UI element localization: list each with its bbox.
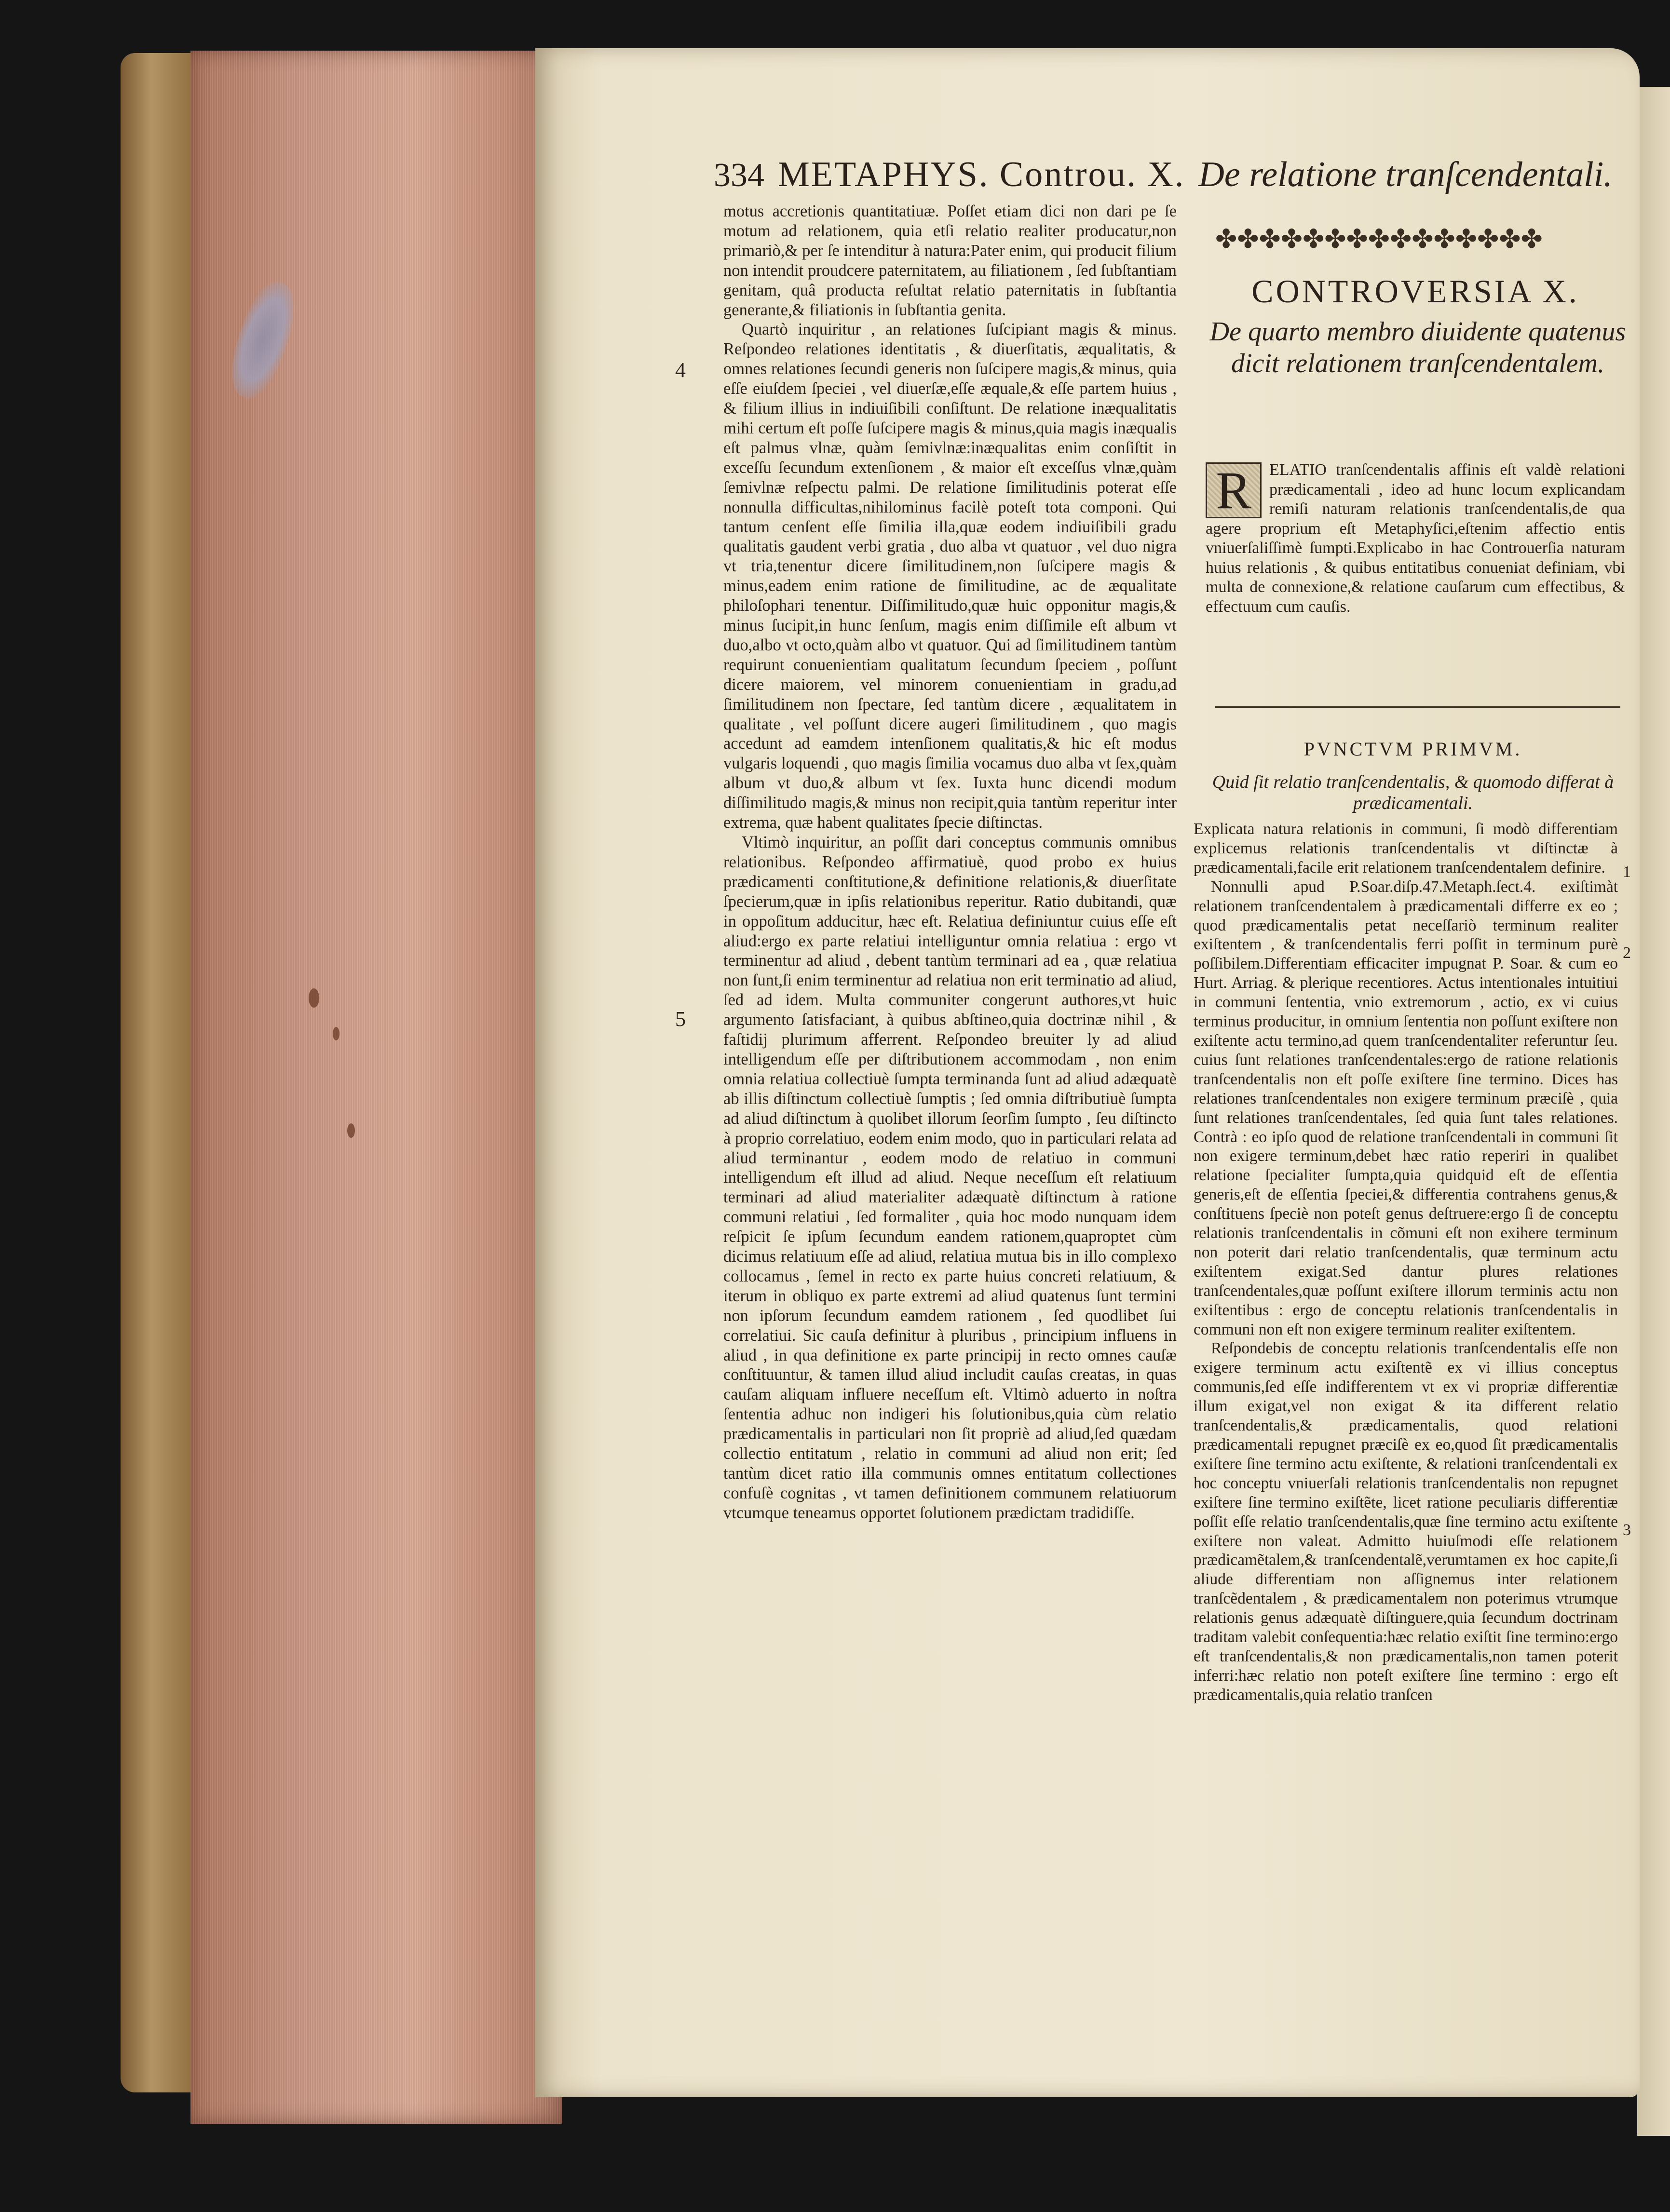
foxing-spot <box>333 1027 339 1040</box>
section-rule <box>1215 706 1620 708</box>
margin-number: 3 <box>1623 1521 1631 1539</box>
controversia-intro <box>1206 460 1625 617</box>
page-number: 334 <box>714 157 764 194</box>
margin-number: 2 <box>1623 944 1631 962</box>
paragraph: Explicata natura relationis in communi, ſi modò differentiam explicemus relationis tranſcendentalis vt diſtinctæ à prædicamentali,facile erit relationem tranſcendentalem definire. <box>1194 820 1618 877</box>
right-column <box>1194 820 1618 1705</box>
controversia-title: CONTROVERSIA X. <box>1251 273 1579 310</box>
foxing-spot <box>309 988 319 1008</box>
paragraph: Nonnulli apud P.Soar.diſp.47.Metaph.ſect.4. exiſtimàt relationem tranſcendentalem à prædicamentali differre ex eo ; quod prædicamentalis petat neceſſariò terminum realiter exiſtentem , & tranſcendentalis ferri poſſit in terminum purè poſſibilem.Differentiam efficaciter impugnat P. Soar. & cum eo Hurt. Arriag. & plerique recentiores. Actus intentionales intuitiui in communi ſententia, vnio extremorum , actio, ex vi cuius terminus producitur, in omnium ſententia non poſſunt exiſtere non exiſtente actu termino,ad quem tranſcendentaliter referuntur ſeu. cuius ſunt relationes tranſcendentales:ergo de ratione relationis tranſcendentalis non eſt poſſe exiſtere ſine termino. Dices has relationes tranſcendentales non exigere terminum præciſè , quia ſunt relationes tranſcendentales, ſed quia ſunt tales relationes. Contrà : eo ipſo quod de relatione tranſcendentali in communi ſit non exigere terminum,debet hæc ratio reperiri in qualibet relatione ſpecialiter ſumpta,quia quidquid eſt de eſſentia generis,eſt de eſſentia ſpeciei,& differentia contrahens genus,& conſtituens ſpeciè non poteſt genus deſtruere:ergo ſi de conceptu relationis tranſcendentalis in cõmuni eſt non exihere terminum non poterit dari relatio tranſcendentalis, quæ terminum actu exiſtentem exigat.Sed dantur plures relationes tranſcendentales,quæ poſſunt exiſtere illorum terminis actu non exiſtentibus : ergo de conceptu relationis tranſcendentalis in communi non eſt non exigere terminum realiter exiſtentem. <box>1194 877 1618 1338</box>
paragraph: Quartò inquiritur , an relationes ſuſcipiant magis & minus. Reſpondeo relationes identitatis , & diuerſitatis, æqualitatis, & omnes relationes ſecundi generis non ſuſcipere magis,& minus, quia eſſe eiuſdem ſpeciei , vel diuerſæ,eſſe æquale,& eſſe partem huius , & filium illius in indiuiſibili conſiſtunt. De relatione inæqualitatis mihi certum eſt poſſe ſuſcipere magis & minus,quia magis inæqualis eſt palmus vlnæ, quàm ſemivlnæ:inæqualitas enim conſiſtit in exceſſu ſecundum extenſionem , & maior eſt exceſſus vlnæ,quàm ſemivlnæ reſpectu palmi. De relatione ſimilitudinis poterat eſſe nonnulla difficultas,nihilominus facilè poteſt tota componi. Qui tantum cenſent eſſe ſimilia illa,quæ eodem indiuiſibili gradu qualitatis gaudent verbi gratia , duo alba vt quatuor , vel duo nigra vt tria,tenentur dicere ſimilitudinem,non ſuſcipere magis & minus,eadem enim ratione de ſimilitudine, ac de æqualitate philoſophari tenentur. Diſſimilitudo,quæ huic opponitur magis,& minus ſucipit,in hunc ſenſum, magis enim diſſimile eſt album vt duo,albo vt octo,quàm albo vt quatuor. Qui ad ſimilitudinem tantùm requirunt conuenientiam qualitatum ſecundum ſpeciem , poſſunt dicere maiorem, vel minorem conuenientiam in gradu,ad ſimilitudinem non ſpectare, ſed tantùm dicere , æqualitatem in qualitate , vel poſſunt dicere augeri ſimilitudinem , quo magis accedunt ad eamdem intenſionem qualitatis,& hic eſt modus vulgaris loquendi , quo magis ſimilia vocamus duo alba vt ſex,quàm album vt duo,& album vt ſex. Iuxta hunc dicendi modum diſſimilitudo magis,& minus non recipit,quia tantùm reperitur inter extrema, quæ habent qualitates ſpecie diſtinctas. <box>723 320 1177 832</box>
left-column <box>723 202 1177 1523</box>
paragraph: motus accretionis quantitatiuæ. Poſſet etiam dici non dari pe ſe motum ad relationem, quia etſi relatio realiter producatur,non primariò,& per ſe intenditur à natura:Pater enim, qui producit filium non intendit proudcere paternitatem, au filiationem , ſed ſubſtantiam genitam, quâ producta reſultat relatio paternitatis in ſubſtantia generante,& filiationis in ſubſtantia genita. <box>723 202 1177 319</box>
intro-text: ELATIO tranſcendentalis affinis eſt valdè relationi prædicamentali , ideo ad hunc locum explicandam remiſi naturam relationis tranſcendentalis,de qua agere proprium eſt Metaphyſici,eſtenim affectio entis vniuerſaliſſimè ſumpti.Explicabo in hac Controuerſia naturam huius relationis , & quibus entitatibus conueniat definiam, vbi multa de connexione,& relatione cauſarum cum effectibus, & effectuum cum cauſis. <box>1206 461 1625 616</box>
controversia-subtitle: De quarto membro diuidente quatenus dicit relationem tranſcendentalem. <box>1209 317 1626 378</box>
foxing-spot <box>347 1123 355 1138</box>
printers-ornament: ✤✤✤✤✤✤✤✤✤✤✤✤✤✤✤ <box>1215 224 1543 254</box>
margin-number: 1 <box>1623 863 1631 881</box>
punctum-subtitle: Quid ſit relatio tranſcendentalis, & quomodo differat à prædicamentali. <box>1212 772 1614 813</box>
running-title: METAPHYS. Controu. X. <box>778 155 1185 194</box>
running-topic: De relatione tranſcendentali. <box>1198 155 1613 194</box>
margin-number: 5 <box>675 1007 686 1031</box>
paragraph: Vltimò inquiritur, an poſſit dari conceptus communis omnibus relationibus. Reſpondeo affirmatiuè, quod probo ex huius prædicamenti conſtitutione,& definitione relationis,& diuerſitate ſpecierum,quæ in ipſis relationibus reperitur. Ratio dubitandi, quæ in oppoſitum adducitur, hæc eſt. Relatiua definiuntur cuius eſſe eſt aliud:ergo ex parte relatiui intelliguntur omnia relatiua : ergo vt terminentur ad aliud , debent tantùm terminari ad ea , quæ relatiua non ſunt,ſi enim terminentur ad relatiua non erit terminatio ad aliud, ſed ad idem. Multa communiter congerunt authores,vt huic argumento ſatisfaciant, à quibus abſtineo,quia doctrinæ nihil , & faſtidij plurimum afferrent. Reſpondeo breuiter ly ad aliud intelligendum eſſe per diſtributionem accommodam , non enim omnia relatiua collectiuè ſumpta terminanda ſunt ad aliud adæquatè ab illis diſtinctum collectiuè ſumptis ; ſed omnia diſtributiuè ſumpta ad aliud diſtinctum à quolibet illorum ſeorſim ſumpto , ſeu diſtincto à proprio correlatiuo, eodem enim modo, quo in particulari relata ad aliud terminantur , eodem modo de relatiuo in communi intelligendum eſt illud ad aliud. Neque neceſſum eſt relatiuum terminari ad aliud materialiter adæquatè diſtinctum à ratione communi relatiui , ſed formaliter , quia hoc modo nunquam idem reſpicit ſe ipſum ſecundum eandem rationem,quaproptet cùm dicimus relatiuum eſſe ad aliud, relatiua mutua bis in illo complexo collocamus , ſemel in recto ex parte huius concreti relatiuum, & iterum in obliquo ex parte extremi ad aliud quatenus ſunt termini non ipſorum ſecundum eamdem rationem , ſed quodlibet ſui correlatiui. Sic cauſa definitur à pluribus , principium influens in aliud , in qua definitione ex parte principij in recto omnes cauſæ conſtituuntur, & tamen illud aliud includit cauſas creatas, in quas cauſam aliquam influere neceſſum eſt. Vltimò aduerto in noſtra ſententia adhuc non indigeri his ſolutionibus,quia cùm relatio prædicamentalis in particulari non ſit propriè ad aliud,ſed quædam collectio entitatum , relatio in communi ad aliud non erit; ſed tantùm dicet ratio illa communis omnes entitatum collectiones confuſè cognitas , vt tamen definitionem communem relatiuorum vtcumque teneamus opportet ſolutionem prædictam tradidiſſe. <box>723 833 1177 1522</box>
margin-number: 4 <box>675 358 686 382</box>
punctum-heading: PVNCTVM PRIMVM. <box>1303 738 1522 760</box>
drop-cap: R <box>1206 462 1262 518</box>
book-binding-edge <box>121 53 198 2092</box>
paragraph: Reſpondebis de conceptu relationis tranſcendentalis eſſe non exigere terminum actu exiſtentẽ ex vi illius conceptus communis,ſed eſſe indifferentem vt ex vi propriæ differentiæ illum exigat,vel non exigat & ita different relatio tranſcendentalis,& prædicamentalis, quod relationi prædicamentali repugnet præciſè ex eo,quod ſit prædicamentalis exiſtere ſine termino actu exiſtente, & relationi tranſcendentali ex hoc conceptu vniuerſali relationis tranſcendentalis non repugnet exiſtere ſine termino exiſtẽte, licet ratione peculiaris differentiæ poſſit eſſe relatio tranſcendentalis,quæ ſine termino actu exiſtente exiſtere non valeat. Admitto huiuſmodi eſſe relationem prædicamẽtalem,& tranſcendentalẽ,verumtamen ex hoc capite,ſi aliude differentiam non aſſignemus inter relationem tranſcẽdentalem , & prædicamentalem non poterimus vtrumque relationis genus adæquatè diſtinguere,quia ſecundum doctrinam traditam valebit conſequentia:hæc relatio exiſtit ſine termino:ergo eſt tranſcendentalis,& non prædicamentalis,non tamen poterit inferri:hæc relatio non poteſt exiſtere ſine termino : ergo eſt prædicamentalis,quia relatio tranſcen <box>1194 1339 1618 1704</box>
facing-page-edge <box>1637 87 1670 2136</box>
